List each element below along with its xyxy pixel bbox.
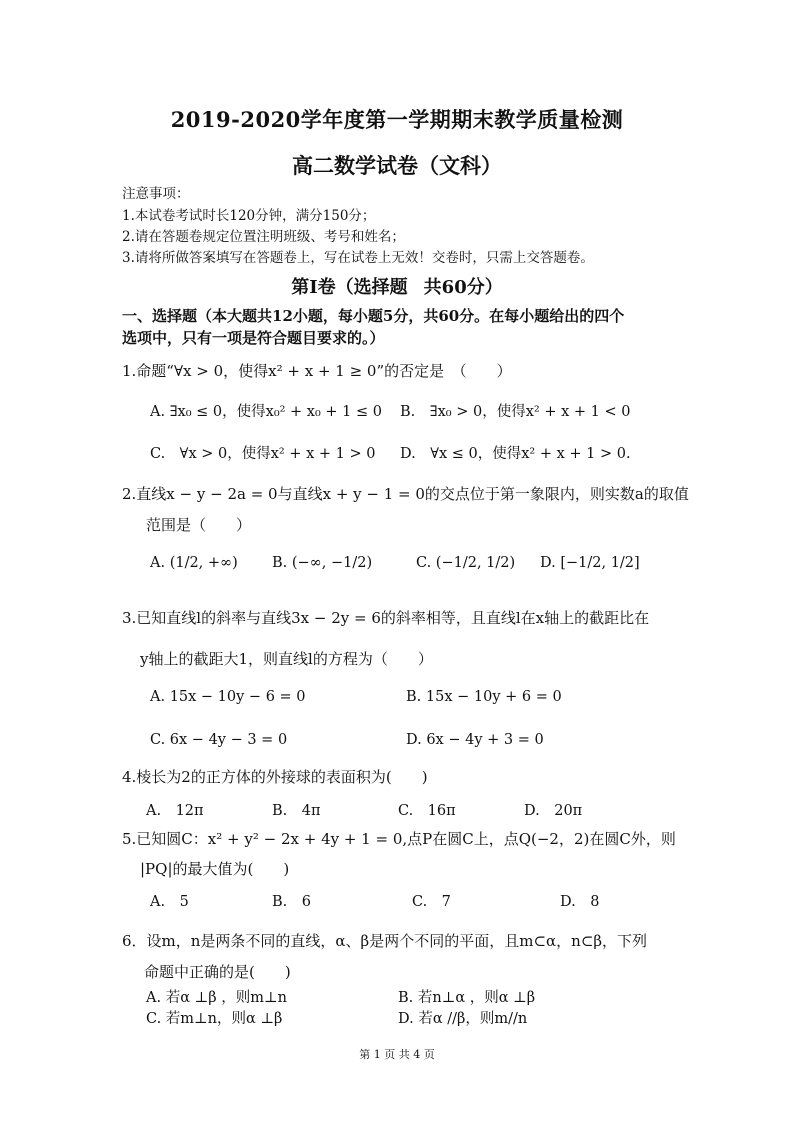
question-2-stem-line1: 2.直线x − y − 2a = 0与直线x + y − 1 = 0的交点位于第一象限内，则实数a的取值 [122,485,689,503]
question-6-stem-line2: 命题中正确的是( ) [144,963,291,981]
notice-item-3: 3.请将所做答案填写在答题卷上，写在试卷上无效！交卷时，只需上交答题卷。 [122,250,594,266]
section-instructions-line1: 一、选择题（本大题共12小题，每小题5分，共60分。在每小题给出的四个 [122,307,625,325]
question-5-option-d: D. 8 [560,894,600,910]
section-title-part-b: 共60分） [423,277,503,298]
question-2-stem-line2: 范围是（ ） [146,516,252,534]
question-4-option-b: B. 4π [272,803,321,819]
question-5-stem-line2: |PQ|的最大值为( ) [140,860,290,878]
question-1-option-b: B. ∃x₀ > 0，使得x² + x + 1 < 0 [400,404,631,420]
section-title-part-a: 第Ⅰ卷（选择题 [291,277,408,298]
question-6-option-c: C. 若m⊥n，则α ⊥β [146,1011,283,1027]
notice-item-2: 2.请在答题卷规定位置注明班级、考号和姓名； [122,229,405,245]
question-4-option-d: D. 20π [524,803,583,819]
question-3-option-a: A. 15x − 10y − 6 = 0 [150,689,306,705]
question-2-option-b: B. (−∞, −1/2) [272,555,373,571]
question-1-option-c: C. ∀x > 0，使得x² + x + 1 > 0 [150,446,376,462]
question-3-stem-line2: y轴上的截距大1，则直线l的方程为（ ） [140,650,433,668]
question-6-option-d: D. 若α //β，则m//n [398,1011,528,1027]
question-5-option-c: C. 7 [412,894,451,910]
question-1-option-a: A. ∃x₀ ≤ 0，使得x₀² + x₀ + 1 ≤ 0 [150,404,382,420]
section-title [0,273,794,299]
question-5-option-b: B. 6 [272,894,311,910]
question-4-option-c: C. 16π [398,803,456,819]
question-2-option-a: A. (1/2, +∞) [150,555,238,571]
question-4-stem: 4.棱长为2的正方体的外接球的表面积为( ) [122,768,428,786]
question-6-option-a: A. 若α ⊥β ，则m⊥n [146,990,287,1006]
question-3-option-b: B. 15x − 10y + 6 = 0 [406,689,562,705]
question-6-stem-line1: 6．设m，n是两条不同的直线，α、β是两个不同的平面，且m⊂α，n⊂β，下列 [122,932,648,950]
question-1-stem: 1.命题“∀x > 0，使得x² + x + 1 ≥ 0”的否定是 （ ） [122,362,512,380]
exam-title: 2019-2020学年度第一学期期末教学质量检测 [170,107,624,132]
question-1-option-d: D. ∀x ≤ 0，使得x² + x + 1 > 0. [400,446,631,462]
question-6-option-b: B. 若n⊥α ，则α ⊥β [398,990,536,1006]
exam-subtitle: 高二数学试卷（文科） [292,153,502,178]
notice-heading: 注意事项： [122,186,190,202]
question-3-stem-line1: 3.已知直线l的斜率与直线3x − 2y = 6的斜率相等，且直线l在x轴上的截距比在 [122,609,650,627]
question-3-option-d: D. 6x − 4y + 3 = 0 [406,732,544,748]
question-2-option-d: D. [−1/2, 1/2] [540,555,640,571]
notice-item-1: 1.本试卷考试时长120分钟，满分150分； [122,208,376,224]
question-5-option-a: A. 5 [150,894,189,910]
section-instructions-line2: 选项中，只有一项是符合题目要求的。） [122,329,385,347]
question-5-stem-line1: 5.已知圆C：x² + y² − 2x + 4y + 1 = 0,点P在圆C上，点Q(−2，2)在圆C外，则 [122,830,676,848]
page-footer: 第 1 页 共 4 页 [359,1048,435,1061]
question-2-option-c: C. (−1/2, 1/2) [416,555,516,571]
question-4-option-a: A. 12π [146,803,204,819]
question-3-option-c: C. 6x − 4y − 3 = 0 [150,732,288,748]
